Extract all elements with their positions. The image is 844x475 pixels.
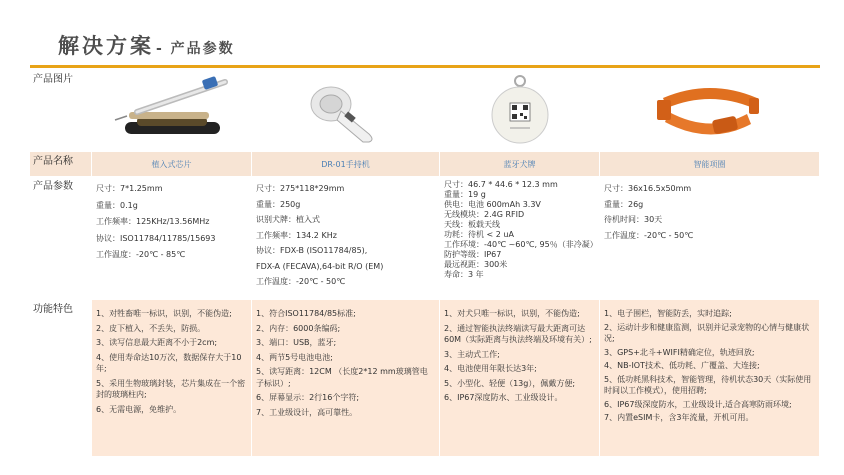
param-line: 工作环境：-40℃ ~60℃, 95％（非冷凝） [444,240,598,249]
feature-line: 5、低功耗黑科技术，智能管理，待机状态30天（实际使用时间以工作模式），使用招聘; [604,374,812,395]
param-line: 尺寸：46.7 * 44.6 * 12.3 mm [444,180,558,189]
param-line: 工作温度：-20℃ - 50℃ [604,230,694,240]
param-line: FDX-A (FECAVA),64-bit R/O (EM) [256,261,384,271]
param-line: 工作温度：-20℃ - 50℃ [256,277,346,286]
param-line: 工作频率：125KHz/13.56MHz [96,217,210,226]
feature-line: 2、皮下植入，不丢失，防损。 [96,323,206,333]
product-features [600,300,820,457]
product-image-reader [252,70,440,152]
page-title [58,30,235,62]
product-features [252,300,440,457]
product-image-chip [92,70,252,152]
feature-line: 3、GPS+北斗+WIFI精确定位，轨迹回放; [604,347,755,357]
param-line: 寿命：3 年 [444,270,484,279]
param-line: 天线：板载天线 [444,220,500,229]
label-text: 产品参数 [33,181,73,192]
product-features [92,300,252,457]
feature-line: 3、主动式工作; [444,349,500,359]
param-line: 尺寸：275*118*29mm [256,184,345,193]
param-line: 工作频率：134.2 KHz [256,230,337,240]
param-line: 尺寸：7*1.25mm [96,184,163,193]
product-params [252,177,440,300]
product-params [600,177,820,300]
param-line: 识别犬牌：植入式 [256,215,320,224]
feature-line: 1、符合ISO11784/85标准; [256,309,356,318]
feature-line: 2、运动计步和健康监测，识别并记录宠物的心情与健康状况; [604,322,810,343]
feature-line: 4、电池使用年限长达3年; [444,364,537,373]
feature-line: 1、对牲畜唯一标识，识别，不能伪造; [96,309,232,318]
feature-line: 1、对犬只唯一标识，识别，不能伪造; [444,309,580,318]
param-line: 无线模块：2.4G RFID [444,210,525,219]
product-image-tag [440,70,600,152]
label-text: 产品名称 [33,156,73,167]
feature-line: 5、采用生物玻璃封装，芯片集成在一个密封的玻璃柱内; [96,378,246,399]
product-name: 智能项圈 [600,152,820,177]
feature-line: 5、小型化、轻便（13g），佩戴方便; [444,378,576,388]
param-line: 尺寸：36x16.5x50mm [604,184,692,193]
param-line: 重量：19 g [444,190,486,199]
product-params [440,177,600,300]
feature-line: 2、内存：6000条编码; [256,323,341,333]
product-image-collar [600,70,820,152]
feature-line: 1、电子围栏，智能防丢，实时追踪; [604,309,732,318]
product-features [440,300,600,457]
param-line: 功耗：待机 < 2 uA [444,230,514,239]
bluetooth-tag-icon [480,73,560,149]
param-line: 待机时间：30天 [604,215,663,224]
feature-line: 6、无需电源，免维护。 [96,404,182,414]
feature-line: 6、IP67深度防水、工业级设计。 [444,393,563,402]
param-line: 供电：电池 600mAh 3.3V [444,200,541,209]
feature-line: 2、通过智能执法终端读写最大距离可达60M（实际距离与执法终端及环境有关）; [444,323,592,344]
feature-line: 7、内置eSIM卡，含3年流量，开机可用。 [604,413,754,422]
feature-line: 3、读写信息最大距离不小于2cm; [96,338,218,347]
product-params [92,177,252,300]
param-line: 协议：FDX-B (ISO11784/85), [256,246,368,255]
feature-line: 6、屏幕显示：2行16个字符; [256,393,360,402]
smart-collar-icon [655,78,765,144]
feature-line: 4、NB-IOT技术、低功耗、广覆盖、大连接; [604,361,760,370]
param-line: 重量：250g [256,199,301,209]
row-label-features [30,300,92,457]
product-name: 植入式芯片 [92,152,252,177]
product-table [30,70,820,457]
row-label-image [30,70,92,152]
title-main: 解决方案 [58,34,154,58]
param-line: 重量：26g [604,199,644,209]
row-label-params [30,177,92,300]
param-line: 防护等级：IP67 [444,250,502,259]
feature-line: 4、两节5号电池电池; [256,352,333,362]
label-text: 产品图片 [33,74,73,85]
feature-line: 3、端口：USB，蓝牙; [256,338,337,347]
title-rule [30,65,820,68]
feature-line: 5、读写距离：12CM （长度2*12 mm玻璃管电子标识）; [256,367,428,388]
feature-line: 6、IP67级深度防水，工业级设计,适合高寒防雨环境; [604,399,792,409]
product-name: 蓝牙犬牌 [440,152,600,177]
row-label-name [30,152,92,177]
param-line: 协议：ISO11784/11785/15693 [96,233,216,243]
product-name: DR-01手持机 [252,152,440,177]
param-line: 重量：0.1g [96,200,138,210]
feature-line: 7、工业级设计，高可靠性。 [256,407,358,417]
param-line: 最远视距：300米 [444,260,508,269]
param-line: 工作温度：-20℃ - 85℃ [96,250,186,259]
title-subtitle: - 产品参数 [156,41,235,57]
handheld-reader-icon [301,76,391,146]
label-text: 功能特色 [33,304,73,315]
syringe-chip-icon [107,76,237,146]
feature-line: 4、使用寿命达10万次，数据保存大于10年; [96,352,242,373]
